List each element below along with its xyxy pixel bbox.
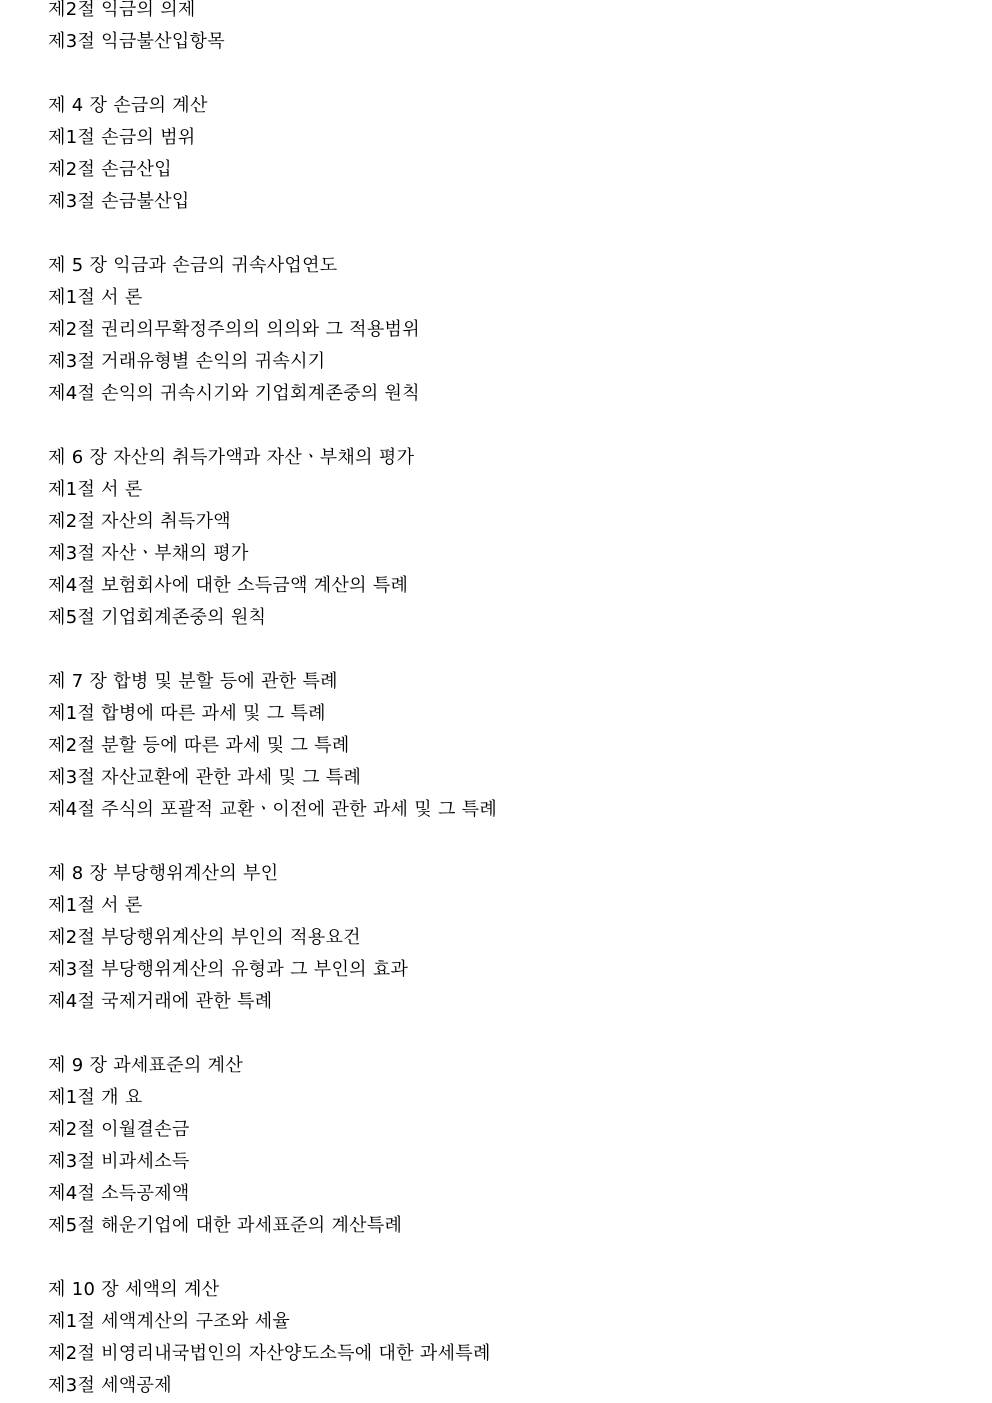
chapter-block <box>48 1274 948 1402</box>
section-line: 제2절 권리의무확정주의의 의의와 그 적용범위 <box>48 319 420 340</box>
section-line: 제1절 서 론 <box>48 287 143 308</box>
section-line: 제3절 거래유형별 손익의 귀속시기 <box>48 351 326 372</box>
section-line: 제5절 해운기업에 대한 과세표준의 계산특례 <box>48 1215 403 1236</box>
section-line: 제2절 비영리내국법인의 자산양도소득에 대한 과세특례 <box>48 1343 491 1364</box>
section-line: 제4절 보험회사에 대한 소득금액 계산의 특례 <box>48 575 409 596</box>
chapter-block <box>48 250 948 410</box>
chapter-heading: 제 4 장 손금의 계산 <box>48 95 208 116</box>
spacer <box>48 826 948 858</box>
spacer <box>48 1018 948 1050</box>
section-line: 제3절 손금불산입 <box>48 191 190 212</box>
section-line: 제1절 손금의 범위 <box>48 127 196 148</box>
section-line: 제3절 자산교환에 관한 과세 및 그 특례 <box>48 767 362 788</box>
section-line: 제1절 합병에 따른 과세 및 그 특례 <box>48 703 326 724</box>
section-line: 제2절 분할 등에 따른 과세 및 그 특례 <box>48 735 350 756</box>
section-line: 제2절 자산의 취득가액 <box>48 511 231 532</box>
spacer <box>48 634 948 666</box>
chapter-block <box>48 858 948 1018</box>
chapter-block <box>48 1050 948 1242</box>
section-line: 제2절 손금산입 <box>48 159 172 180</box>
section-line: 제4절 주식의 포괄적 교환ㆍ이전에 관한 과세 및 그 특례 <box>48 799 498 820</box>
chapter-heading: 제 5 장 익금과 손금의 귀속사업연도 <box>48 255 338 276</box>
section-line: 제4절 손익의 귀속시기와 기업회계존중의 원칙 <box>48 383 420 404</box>
spacer <box>48 58 948 90</box>
section-line: 제5절 기업회계존중의 원칙 <box>48 607 267 628</box>
section-line: 제2절 익금의 의제 <box>48 0 196 20</box>
chapter-block <box>48 0 948 58</box>
section-line: 제3절 자산ㆍ부채의 평가 <box>48 543 249 564</box>
chapter-heading: 제 6 장 자산의 취득가액과 자산ㆍ부채의 평가 <box>48 447 415 468</box>
section-line: 제3절 비과세소득 <box>48 1151 190 1172</box>
section-line: 제4절 국제거래에 관한 특례 <box>48 991 273 1012</box>
section-line: 제4절 소득공제액 <box>48 1183 190 1204</box>
section-line: 제1절 개 요 <box>48 1087 143 1108</box>
chapter-heading: 제 9 장 과세표준의 계산 <box>48 1055 244 1076</box>
section-line: 제3절 부당행위계산의 유형과 그 부인의 효과 <box>48 959 409 980</box>
chapter-heading: 제 7 장 합병 및 분할 등에 관한 특례 <box>48 671 338 692</box>
spacer <box>48 218 948 250</box>
section-line: 제2절 부당행위계산의 부인의 적용요건 <box>48 927 361 948</box>
section-line: 제3절 익금불산입항목 <box>48 31 225 52</box>
section-line: 제1절 서 론 <box>48 479 143 500</box>
table-of-contents <box>48 0 948 1402</box>
section-line: 제1절 서 론 <box>48 895 143 916</box>
section-line: 제2절 이월결손금 <box>48 1119 190 1140</box>
section-line: 제3절 세액공제 <box>48 1375 172 1396</box>
chapter-heading: 제 10 장 세액의 계산 <box>48 1279 220 1300</box>
spacer <box>48 1242 948 1274</box>
section-line: 제1절 세액계산의 구조와 세율 <box>48 1311 291 1332</box>
chapter-block <box>48 666 948 826</box>
chapter-heading: 제 8 장 부당행위계산의 부인 <box>48 863 279 884</box>
spacer <box>48 410 948 442</box>
chapter-block <box>48 442 948 634</box>
chapter-block <box>48 90 948 218</box>
